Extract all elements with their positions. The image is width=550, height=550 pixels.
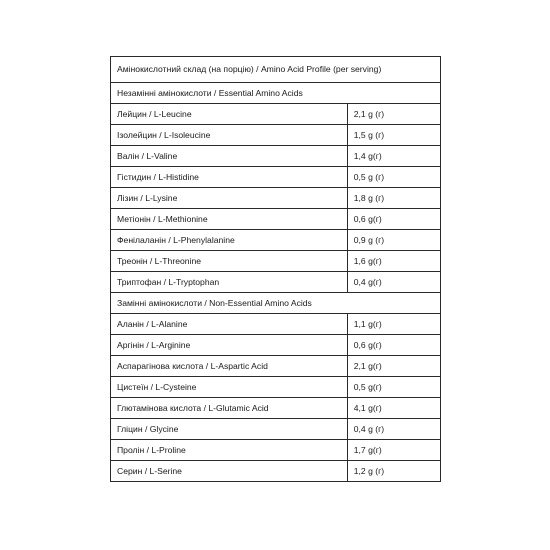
table-title: Амінокислотний склад (на порцію) / Amino Acid Profile (per serving)	[111, 57, 441, 83]
amino-acid-amount: 1,7 g(г)	[347, 440, 440, 461]
amino-acid-name: Аргінін / L-Arginine	[111, 335, 348, 356]
amino-acid-name: Лейцин / L-Leucine	[111, 104, 348, 125]
amino-acid-amount: 0,9 g (г)	[347, 230, 440, 251]
section-header-essential: Незамінні амінокислоти / Essential Amino Acids	[111, 83, 441, 104]
section-header-row	[111, 83, 441, 104]
amino-acid-name: Фенілаланін / L-Phenylalanine	[111, 230, 348, 251]
table-row	[111, 272, 441, 293]
amino-acid-name: Метіонін / L-Methionine	[111, 209, 348, 230]
table-row	[111, 335, 441, 356]
amino-acid-name: Валін / L-Valine	[111, 146, 348, 167]
amino-acid-name: Цистеїн / L-Cysteine	[111, 377, 348, 398]
amino-acid-amount: 2,1 g (г)	[347, 104, 440, 125]
section-header-non-essential: Замінні амінокислоти / Non-Essential Amino Acids	[111, 293, 441, 314]
amino-acid-name: Триптофан / L-Tryptophan	[111, 272, 348, 293]
table-row	[111, 461, 441, 482]
amino-acid-name: Ізолейцин / L-Isoleucine	[111, 125, 348, 146]
table-row	[111, 146, 441, 167]
amino-acid-name: Аспарагінова кислота / L-Aspartic Acid	[111, 356, 348, 377]
amino-acid-name: Треонін / L-Threonine	[111, 251, 348, 272]
amino-acid-amount: 4,1 g(г)	[347, 398, 440, 419]
amino-acid-amount: 1,2 g (г)	[347, 461, 440, 482]
amino-acid-amount: 2,1 g(г)	[347, 356, 440, 377]
amino-acid-name: Серин / L-Serine	[111, 461, 348, 482]
amino-acid-amount: 0,4 g(г)	[347, 272, 440, 293]
amino-acid-amount: 0,5 g(г)	[347, 377, 440, 398]
amino-acid-amount: 1,1 g(г)	[347, 314, 440, 335]
table-row	[111, 188, 441, 209]
table-row	[111, 251, 441, 272]
table-row	[111, 419, 441, 440]
amino-acid-amount: 1,5 g (г)	[347, 125, 440, 146]
table-row	[111, 230, 441, 251]
amino-acid-amount: 0,6 g(г)	[347, 335, 440, 356]
table-row	[111, 356, 441, 377]
section-header-row	[111, 293, 441, 314]
amino-acid-name: Гліцин / Glycine	[111, 419, 348, 440]
table-row	[111, 440, 441, 461]
table-row	[111, 167, 441, 188]
amino-acid-amount: 1,8 g (г)	[347, 188, 440, 209]
table-title-row	[111, 57, 441, 83]
amino-acid-amount: 1,6 g(г)	[347, 251, 440, 272]
table-row	[111, 125, 441, 146]
table-row	[111, 398, 441, 419]
amino-acid-table	[110, 56, 441, 482]
table-row	[111, 104, 441, 125]
amino-acid-name: Гістидин / L-Histidine	[111, 167, 348, 188]
amino-acid-amount: 1,4 g(г)	[347, 146, 440, 167]
amino-acid-amount: 0,5 g (г)	[347, 167, 440, 188]
amino-acid-name: Лізин / L-Lysine	[111, 188, 348, 209]
amino-acid-amount: 0,4 g (г)	[347, 419, 440, 440]
amino-acid-name: Пролін / L-Proline	[111, 440, 348, 461]
amino-acid-amount: 0,6 g(г)	[347, 209, 440, 230]
table-row	[111, 314, 441, 335]
table-row	[111, 209, 441, 230]
amino-acid-name: Глютамінова кислота / L-Glutamic Acid	[111, 398, 348, 419]
amino-acid-name: Аланін / L-Alanine	[111, 314, 348, 335]
table-row	[111, 377, 441, 398]
